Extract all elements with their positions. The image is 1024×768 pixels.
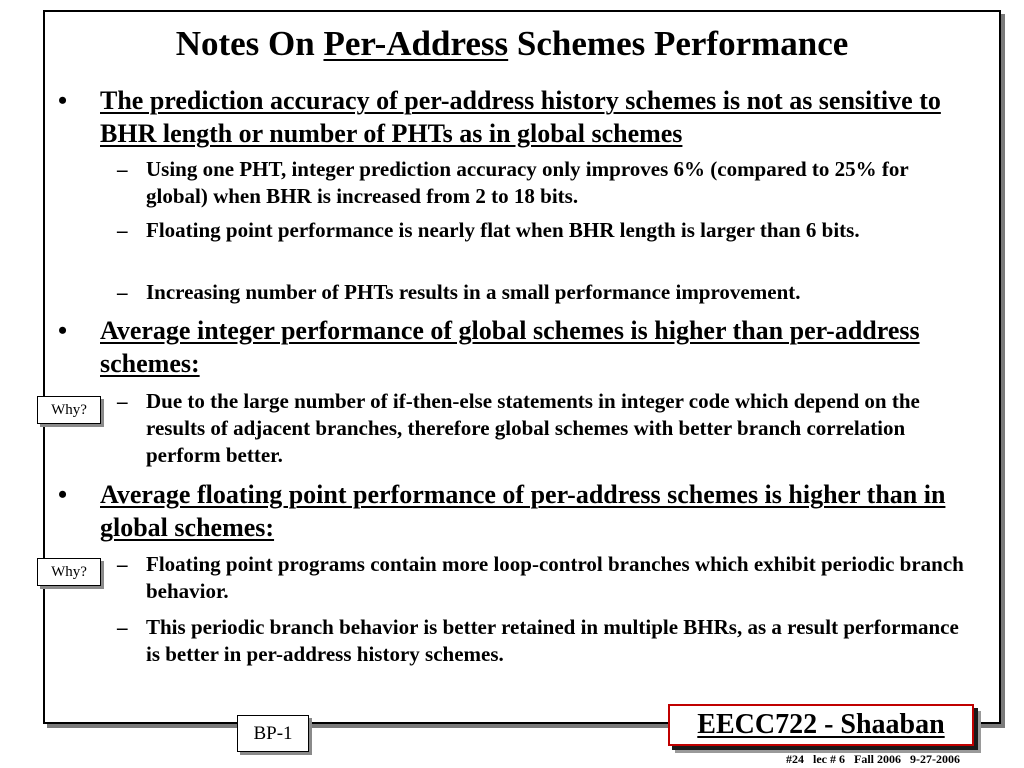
bullet-3 xyxy=(58,478,970,544)
sub-item-3-2 xyxy=(117,614,971,668)
dash-marker: – xyxy=(117,157,128,181)
sub-item-text: Increasing number of PHTs results in a small performance improvement. xyxy=(146,280,801,304)
bullet-marker: • xyxy=(58,480,68,509)
sub-item-text: Using one PHT, integer prediction accuracy only improves 6% (compared to 25% for global) when BHR is increased from 2 to 18 bits. xyxy=(146,157,909,208)
course-label: EECC722 - Shaaban xyxy=(668,704,974,746)
sub-item-text: Due to the large number of if-then-else statements in integer code which depend on the results of adjacent branches, therefore global schemes with better branch correlation perform better. xyxy=(146,389,920,467)
dash-marker: – xyxy=(117,280,128,304)
bullet-text: The prediction accuracy of per-address history schemes is not as sensitive to BHR length or number of PHTs as in global schemes xyxy=(100,86,941,148)
title-suffix: Schemes Performance xyxy=(508,24,849,63)
bullet-marker: • xyxy=(58,86,68,115)
slide-label: BP-1 xyxy=(237,715,309,752)
dash-marker: – xyxy=(117,552,128,576)
dash-marker: – xyxy=(117,389,128,413)
sub-item-1-2 xyxy=(117,217,971,244)
sub-item-1-3 xyxy=(117,279,971,306)
sub-item-text: This periodic branch behavior is better retained in multiple BHRs, as a result performance is better in per-address history schemes. xyxy=(146,615,959,666)
bullet-text: Average floating point performance of per-address schemes is higher than in global schemes: xyxy=(100,480,946,542)
dash-marker: – xyxy=(117,218,128,242)
why-note-1: Why? xyxy=(37,396,101,424)
bullet-2 xyxy=(58,314,970,380)
bullet-marker: • xyxy=(58,316,68,345)
bullet-text: Average integer performance of global schemes is higher than per-address schemes: xyxy=(100,316,920,378)
title-underlined: Per-Address xyxy=(323,24,509,63)
sub-item-text: Floating point performance is nearly flat when BHR length is larger than 6 bits. xyxy=(146,218,860,242)
sub-item-text: Floating point programs contain more loop-control branches which exhibit periodic branch behavior. xyxy=(146,552,964,603)
sub-item-1-1 xyxy=(117,156,971,210)
footer-info: #24 lec # 6 Fall 2006 9-27-2006 xyxy=(786,752,960,766)
sub-item-3-1 xyxy=(117,551,971,605)
why-note-2: Why? xyxy=(37,558,101,586)
bullet-1 xyxy=(58,84,970,150)
sub-item-2-1 xyxy=(117,388,971,469)
title-prefix: Notes On xyxy=(175,24,324,63)
dash-marker: – xyxy=(117,615,128,639)
